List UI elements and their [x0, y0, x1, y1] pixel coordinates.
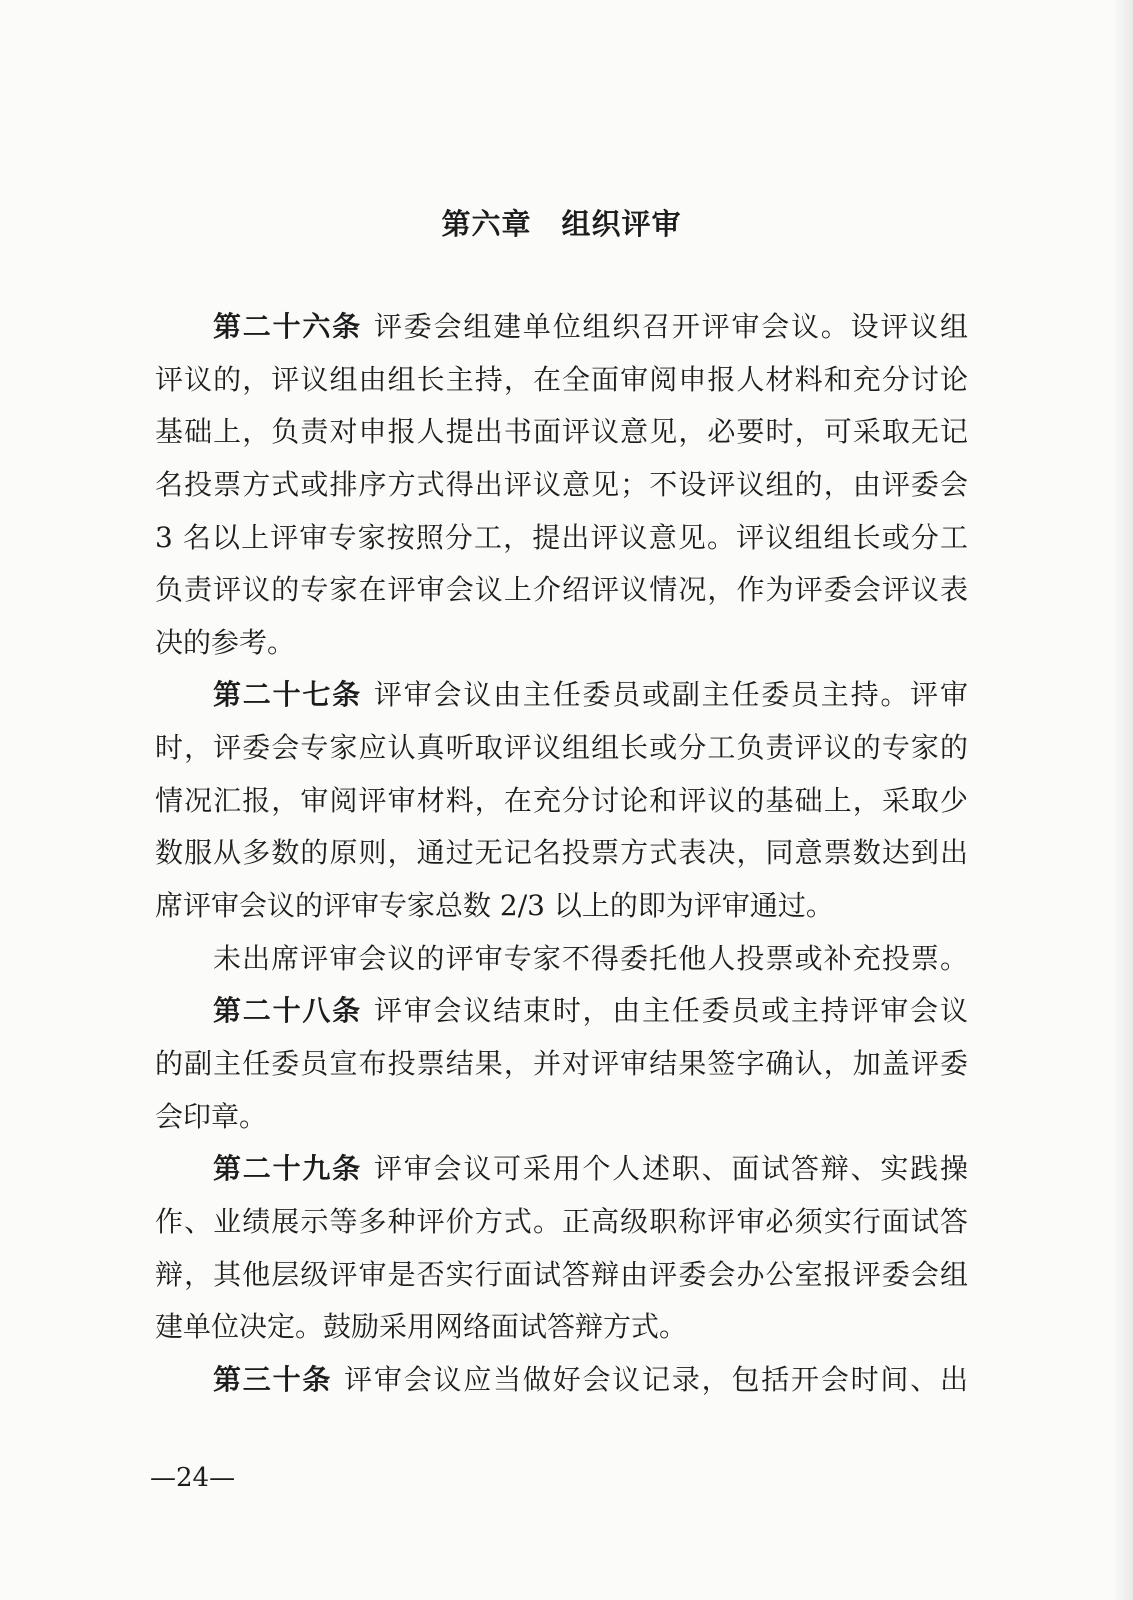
text-line: 会印章。	[155, 1099, 268, 1133]
chapter-title: 第六章 组织评审	[441, 207, 682, 241]
line-text: 评委会组建单位组织召开评审会议。设评议组	[373, 310, 968, 343]
text-line: 3 名以上评审专家按照分工，提出评议意见。评议组组长或分工	[155, 520, 968, 554]
text-line: 决的参考。	[155, 625, 296, 659]
text-line: 数服从多数的原则，通过无记名投票方式表决，同意票数达到出	[155, 836, 968, 870]
article-number: 第二十六条	[213, 310, 362, 343]
article-number: 第三十条	[213, 1362, 333, 1396]
text-line: 基础上，负责对申报人提出书面评议意见，必要时，可采取无记	[155, 415, 968, 449]
text-line: 情况汇报，审阅评审材料，在充分讨论和评议的基础上，采取少	[155, 783, 968, 817]
text-line: 未出席评审会议的评审专家不得委托他人投票或补充投票。	[213, 941, 968, 975]
text-line	[155, 669, 968, 722]
article-paragraph	[155, 301, 968, 669]
line-text: 评审会议结束时，由主任委员或主持评审会议	[373, 994, 968, 1028]
line-text: 评审会议可采用个人述职、面试答辩、实践操	[373, 1152, 968, 1186]
article-number: 第二十七条	[213, 678, 362, 712]
text-line: 时，评委会专家应认真听取评议组组长或分工负责评议的专家的	[155, 731, 968, 765]
article-paragraph	[155, 1143, 968, 1354]
text-line: 席评审会议的评审专家总数 2/3 以上的即为评审通过。	[155, 889, 834, 923]
article-paragraph	[155, 669, 968, 932]
body-text	[155, 301, 968, 1406]
text-line: 名投票方式或排序方式得出评议意见；不设评议组的，由评委会	[155, 467, 968, 501]
article-paragraph	[155, 1354, 968, 1407]
text-line: 建单位决定。鼓励采用网络面试答辩方式。	[155, 1310, 688, 1344]
scan-edge-shadow	[1113, 0, 1133, 1600]
line-text: 评审会议由主任委员或副主任委员主持。评审	[373, 678, 968, 712]
text-line: 的副主任委员宣布投票结果，并对评审结果签字确认，加盖评委	[155, 1046, 968, 1080]
page-number: —24—	[150, 1463, 236, 1493]
text-line	[155, 1354, 968, 1407]
text-line: 评议的，评议组由组长主持，在全面审阅申报人材料和充分讨论	[155, 362, 968, 396]
article-paragraph	[155, 985, 968, 1143]
line-text: 评审会议应当做好会议记录，包括开会时间、出	[344, 1362, 968, 1396]
text-line: 负责评议的专家在评审会议上介绍评议情况，作为评委会评议表	[155, 573, 968, 607]
text-line	[155, 985, 968, 1038]
article-number: 第二十九条	[213, 1152, 362, 1186]
text-line	[155, 301, 968, 354]
article-number: 第二十八条	[213, 994, 362, 1028]
text-line: 作、业绩展示等多种评价方式。正高级职称评审必须实行面试答	[155, 1204, 968, 1238]
body-paragraph	[155, 933, 968, 986]
text-line: 辩，其他层级评审是否实行面试答辩由评委会办公室报评委会组	[155, 1257, 968, 1291]
text-line	[155, 1143, 968, 1196]
